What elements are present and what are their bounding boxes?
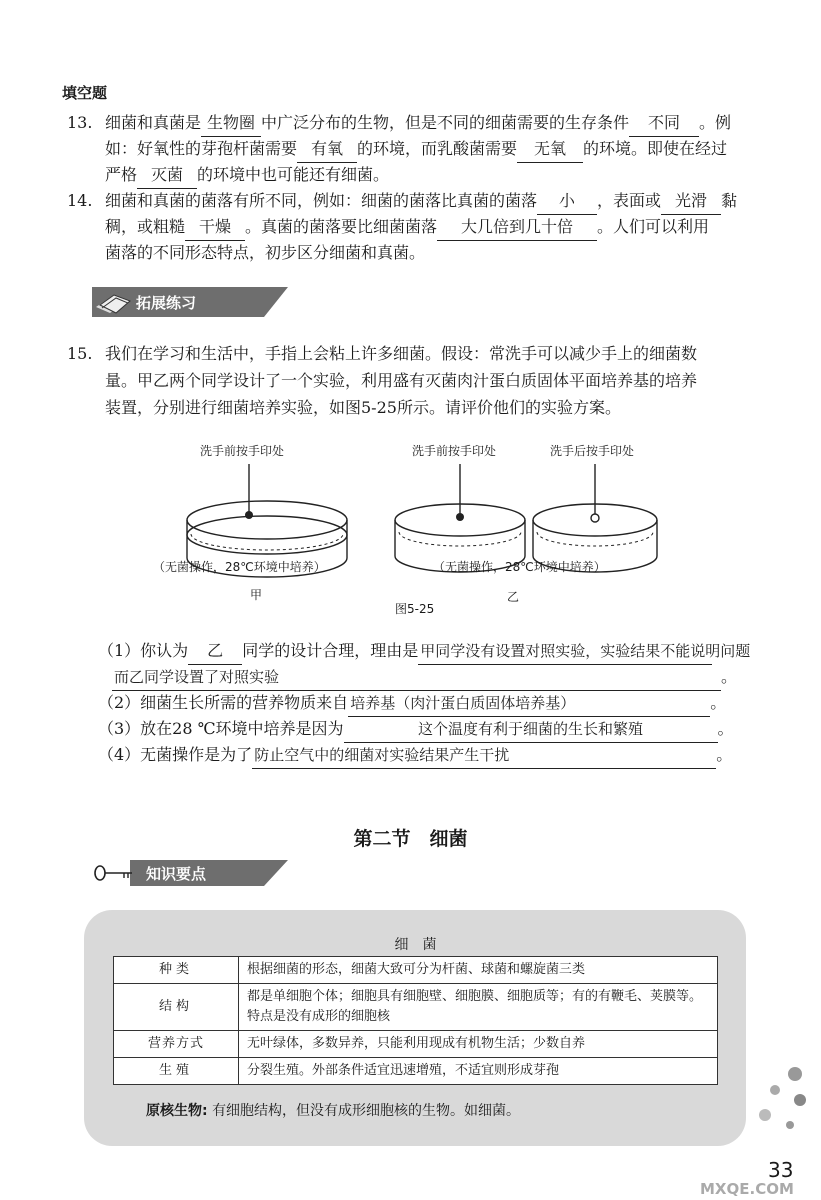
- table-row: [114, 984, 718, 1031]
- answer-blank: 小: [537, 188, 597, 215]
- subq-3: （3）放在28 ℃环境中培养是因为 这个温度有利于细菌的生长和繁殖 。: [98, 716, 734, 743]
- q14-number: 14.: [67, 191, 93, 210]
- answer-blank: 灭菌: [137, 162, 197, 189]
- answer-blank: 有氧: [297, 136, 357, 163]
- subq-2: （2）细菌生长所需的营养物质来自 培养基（肉汁蛋白质固体培养基） 。: [98, 690, 726, 717]
- answer-blank: 干燥: [185, 214, 245, 241]
- section-heading-fill: 填空题: [62, 84, 108, 102]
- answer-blank: 生物圈: [201, 110, 261, 137]
- page-number: 33: [768, 1158, 794, 1182]
- label-dish-a: 洗手前按手印处: [200, 444, 285, 458]
- q13-number: 13.: [67, 113, 93, 132]
- row-content: 分裂生殖。外部条件适宜迅速增殖，不适宜则形成芽孢: [239, 1058, 718, 1085]
- answer-blank: 乙: [188, 638, 242, 665]
- section-bar-knowledge: [92, 858, 288, 888]
- row-header: 种类: [114, 957, 239, 984]
- key-icon: [92, 858, 136, 888]
- answer-blank: 无氧: [517, 136, 583, 163]
- answer-blank: 大几倍到几十倍: [437, 214, 597, 241]
- answer-blank: 这个温度有利于细菌的生长和繁殖: [344, 716, 718, 743]
- row-content: 无叶绿体，多数异养，只能利用现成有机物生活；少数自养: [239, 1031, 718, 1058]
- subq-4: （4）无菌操作是为了 防止空气中的细菌对实验结果产生干扰 。: [98, 742, 732, 769]
- table-row: [114, 957, 718, 984]
- section-bar-extend: [92, 287, 288, 317]
- q14-line2: 稠，或粗糙 干燥 。真菌的菌落要比细菌菌落 大几倍到几十倍 。人们可以利用: [105, 214, 709, 241]
- condition-b: （无菌操作，28℃环境中培养）: [433, 560, 606, 574]
- bacteria-table: [113, 956, 718, 1085]
- answer-blank: 防止空气中的细菌对实验结果产生干扰: [252, 742, 716, 769]
- q14-line3: 菌落的不同形态特点，初步区分细菌和真菌。: [105, 243, 426, 262]
- figure-caption: 图5-25: [395, 602, 435, 616]
- book-icon: [96, 287, 136, 317]
- row-header: 生殖: [114, 1058, 239, 1085]
- section-title-extend: 拓展练习: [136, 294, 197, 312]
- q15-line3: 装置，分别进行细菌培养实验，如图5-25所示。请评价他们的实验方案。: [105, 398, 621, 417]
- table-row: [114, 1031, 718, 1058]
- subq-1-line2: 而乙同学设置了对照实验 。: [112, 664, 737, 691]
- row-content: 根据细菌的形态，细菌大致可分为杆菌、球菌和螺旋菌三类: [239, 957, 718, 984]
- answer-blank: 光滑: [661, 188, 721, 215]
- agar-line-a: [191, 534, 343, 550]
- q13-line2: 如：好氧性的芽孢杆菌需要 有氧 的环境，而乳酸菌需要 无氧 的环境。即使在经过: [105, 136, 727, 163]
- table-note: [146, 1100, 520, 1120]
- petri-dish-b2: [533, 464, 657, 572]
- q15-number: 15.: [67, 344, 93, 363]
- figure-5-25: [150, 436, 670, 616]
- name-a: 甲: [250, 588, 263, 602]
- q15-line2: 量。甲乙两个同学设计了一个实验，利用盛有灭菌肉汁蛋白质固体平面培养基的培养: [105, 371, 698, 390]
- table-title: 细 菌: [394, 937, 437, 953]
- row-header: 营养方式: [114, 1031, 239, 1058]
- answer-blank: 不同: [629, 110, 699, 137]
- q15-line1: 我们在学习和生活中，手指上会粘上许多细菌。假设：常洗手可以减少手上的细菌数: [105, 344, 698, 363]
- watermark: MXQE.COM: [700, 1180, 794, 1198]
- petri-dish-b1: [395, 464, 525, 572]
- answer-blank: 甲同学没有设置对照实验，实验结果不能说明问题: [418, 638, 712, 665]
- answer-blank: 培养基（肉汁蛋白质固体培养基）: [348, 690, 710, 717]
- section-title: 第二节 细菌: [353, 828, 468, 850]
- subq-1-line1: （1）你认为 乙 同学的设计合理，理由是 甲同学没有设置对照实验，实验结果不能说明问题: [98, 638, 712, 665]
- table-row: [114, 1058, 718, 1085]
- q14-line1: 细菌和真菌的菌落有所不同，例如：细菌的菌落比真菌的菌落 小 ，表面或 光滑 黏: [105, 188, 737, 215]
- answer-blank: 而乙同学设置了对照实验: [112, 664, 721, 691]
- row-header: 结构: [114, 984, 239, 1031]
- q13-line1: 细菌和真菌是 生物圈 中广泛分布的生物，但是不同的细菌需要的生存条件 不同 。例: [105, 110, 731, 137]
- section-title-knowledge: 知识要点: [146, 865, 207, 883]
- label-dish-b1: 洗手前按手印处: [412, 444, 497, 458]
- decorative-dots: [745, 1060, 815, 1150]
- name-b: 乙: [507, 590, 520, 604]
- row-content: 都是单细胞个体；细胞具有细胞壁、细胞膜、细胞质等；有的有鞭毛、荚膜等。特点是没有成形的细胞核: [239, 984, 718, 1031]
- q13-line3: 严格 灭菌 的环境中也可能还有细菌。: [105, 162, 389, 189]
- note-text: 有细胞结构，但没有成形细胞核的生物。如细菌。: [212, 1103, 521, 1119]
- petri-dish-diagram: [150, 436, 670, 616]
- note-label: 原核生物:: [146, 1103, 208, 1119]
- label-dish-b2: 洗手后按手印处: [550, 444, 635, 458]
- condition-a: （无菌操作，28℃环境中培养）: [153, 560, 326, 574]
